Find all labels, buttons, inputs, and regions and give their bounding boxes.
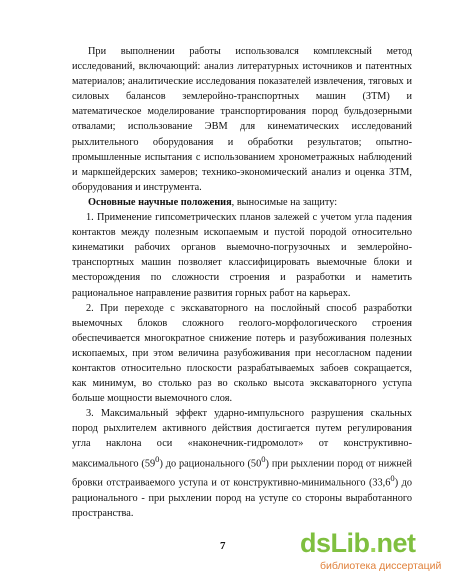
methods-paragraph: При выполнении работы использовался комплексный метод исследований, включающий: анализ литературных источников и патентных материалов; аналитические исследования показателей извлечения, тяговых и силовых балансов землеройно-транспортных машин (ЗТМ) и математическое моделирование транспортирования пород бульдозерными отвалами; использование ЭВМ для кинематических исследований рыхлительного оборудования и обработки результатов; опытно-промышленные испытания с использованием хронометражных наблюдений и маркшейдерских замеров; технико-экономический анализ и оценка ЗТМ, оборудования и инструмента. [72,46,412,193]
document-body [72,44,412,521]
thesis-item-3: 3. Максимальный эффект ударно-импульсного разрушения скальных пород рыхлителем активного действия достигается путем регулирования угла наклона оси «наконечник-гидромолот» от конструктивно-максимального $(59^0)$ до рационального $(50^0)$ при рыхлении пород от нижней бровки отстраиваемого уступа и от конструктивно-минимального (33,6$^0$) до рационального - при рыхлении пород на уступе со стороны выработанного пространства. [72,408,413,519]
degree-mark: 0 [155,453,160,464]
dslib-logo: dsLib.net [300,528,416,558]
defense-heading-paragraph [72,195,412,210]
watermark-caption: библиотека диссертаций [320,560,442,572]
dslib-watermark [300,528,448,580]
page-number: 7 [220,540,226,552]
thesis-item-1: 1. Применение гипсометрических планов залежей с учетом угла падения контактов между полезным ископаемым и пустой породой относительно кинематики рабочих органов выемочно-погрузочных и землеройно-транспортных машин позволяет классифицировать выемочные блоки и месторождения по сложности строения и разработки и наметить рациональное направление развития горных работ на карьерах. [72,212,412,299]
degree-mark: 0 [261,453,266,464]
defense-heading: Основные научные положения [88,196,232,208]
thesis-item-2: 2. При переходе с экскаваторного на послойный способ разработки выемочных блоков сложного геолого-морфологического строения обеспечивается многократное снижение потерь и разубоживания полезных ископаемых, при этом величина разубоживания при несогласном падении контактов относительно плоскости разрабатываемых забоев сокращается, как минимум, во столько раз во сколько высота экскаваторного уступа больше мощности выемочного слоя. [72,302,412,405]
degree-mark: 0 [390,473,395,484]
defense-heading-tail: , выносимые на защиту: [231,196,338,208]
